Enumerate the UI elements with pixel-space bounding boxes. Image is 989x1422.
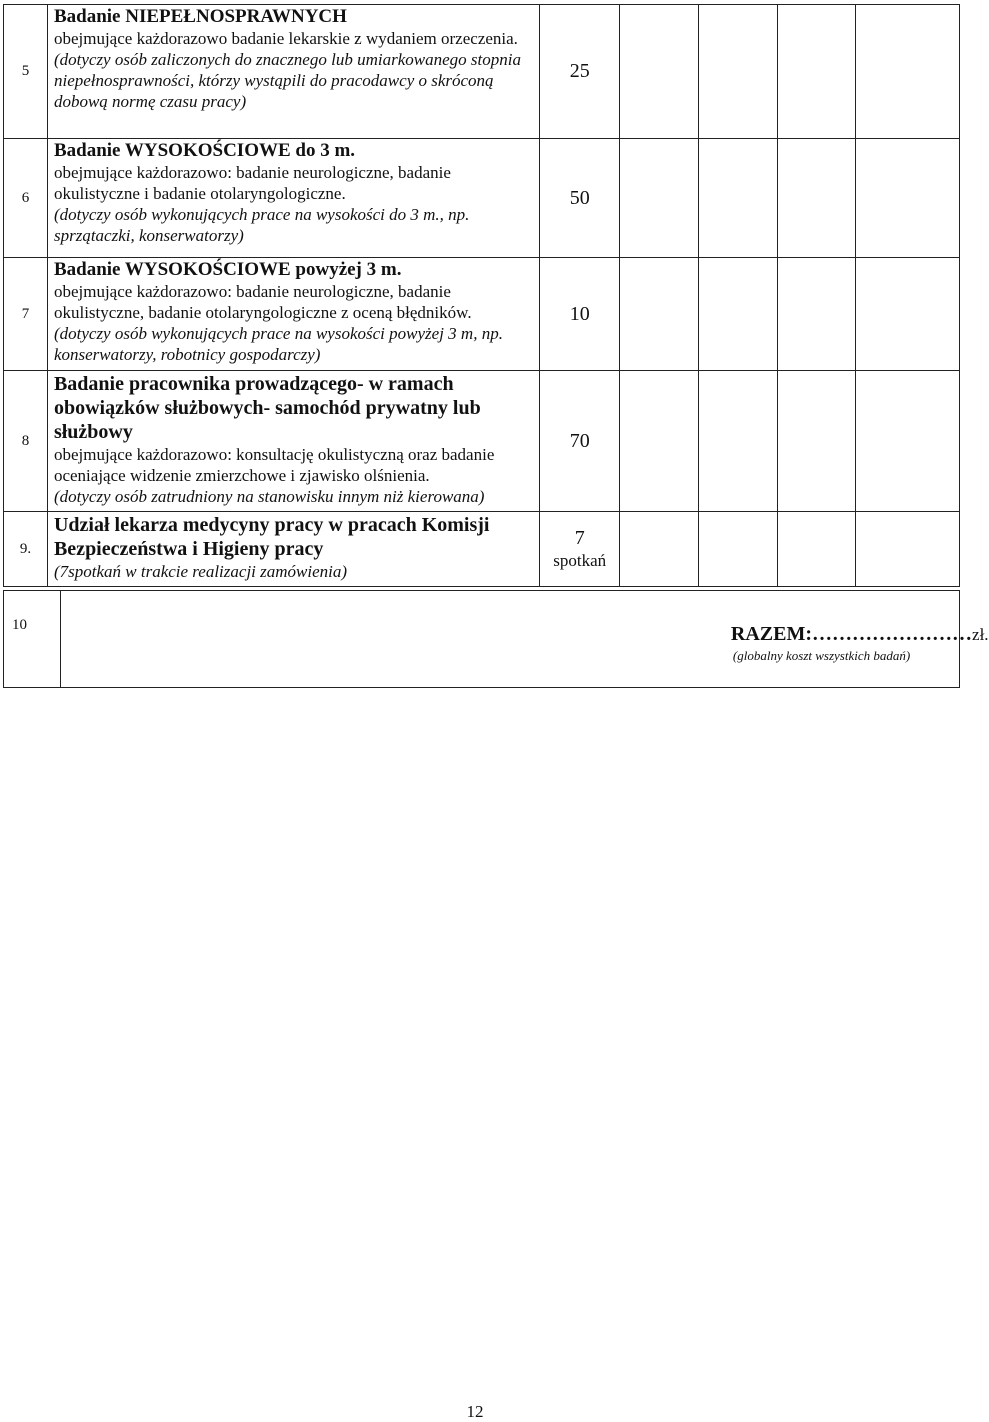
row-description	[47, 512, 539, 587]
empty-cell	[698, 371, 777, 512]
row-quantity: 70	[540, 371, 620, 512]
row-scope: obejmujące każdorazowo: badanie neurologiczne, badanie okulistyczne, badanie otolaryngologiczne z oceną błędników.	[53, 282, 472, 322]
row-scope: obejmujące każdorazowo: konsultację okulistyczną oraz badanie oceniające widzenie zmierzchowe i zjawisko olśnienia.	[53, 445, 495, 485]
row-number: 6	[4, 139, 48, 258]
empty-cell	[777, 139, 856, 258]
total-note: (globalny koszt wszystkich badań)	[732, 648, 911, 663]
row-note: (dotyczy osób wykonujących prace na wysokości do 3 m., np. sprzątaczki, konserwatorzy)	[53, 205, 470, 245]
table-row	[4, 512, 960, 587]
pricing-table	[3, 4, 960, 587]
empty-cell	[856, 139, 960, 258]
empty-cell	[620, 258, 699, 371]
row-number: 7	[4, 258, 48, 371]
empty-cell	[620, 5, 699, 139]
row-description	[47, 5, 539, 139]
summary-table	[3, 590, 989, 688]
empty-cell	[777, 371, 856, 512]
row-scope: obejmujące każdorazowo badanie lekarskie z wydaniem orzeczenia.	[53, 29, 518, 48]
summary-cell	[60, 591, 989, 688]
quantity-unit: spotkań	[553, 551, 607, 570]
empty-cell	[698, 5, 777, 139]
total-label	[731, 623, 989, 646]
empty-cell	[698, 258, 777, 371]
empty-cell	[777, 512, 856, 587]
row-title: Badanie WYSOKOŚCIOWE do 3 m.	[53, 140, 356, 161]
row-title: Badanie pracownika prowadzącego- w ramach obowiązków służbowych- samochód prywatny lub służbowy	[53, 373, 481, 443]
row-title: Badanie NIEPEŁNOSPRAWNYCH	[53, 6, 347, 27]
empty-cell	[620, 512, 699, 587]
empty-cell	[620, 371, 699, 512]
table-row	[4, 258, 960, 371]
empty-cell	[698, 139, 777, 258]
row-title: Badanie WYSOKOŚCIOWE powyżej 3 m.	[53, 259, 402, 280]
row-quantity	[540, 512, 620, 587]
row-note: (7spotkań w trakcie realizacji zamówienia)	[53, 562, 348, 581]
row-description	[47, 139, 539, 258]
row-quantity: 25	[540, 5, 620, 139]
row-note: (dotyczy osób zaliczonych do znacznego lub umiarkowanego stopnia niepełnosprawności, którzy wystąpili do pracodawcy o skróconą dobową normę czasu pracy)	[53, 50, 521, 111]
row-number: 5	[4, 5, 48, 139]
empty-cell	[856, 371, 960, 512]
row-note: (dotyczy osób wykonujących prace na wysokości powyżej 3 m, np. konserwatorzy, robotnicy gospodarczy)	[53, 324, 503, 364]
table-row	[4, 5, 960, 139]
row-number: 9.	[4, 512, 48, 587]
empty-cell	[856, 5, 960, 139]
currency-label: zł.	[972, 625, 989, 644]
summary-number: 10	[4, 591, 61, 688]
row-description	[47, 258, 539, 371]
empty-cell	[620, 139, 699, 258]
summary-row	[4, 591, 960, 688]
row-quantity: 10	[540, 258, 620, 371]
row-quantity: 50	[540, 139, 620, 258]
empty-cell	[856, 258, 960, 371]
quantity-value: 7	[574, 527, 585, 549]
empty-cell	[698, 512, 777, 587]
table-row	[4, 371, 960, 512]
page-number: 12	[466, 1402, 484, 1421]
row-note: (dotyczy osób zatrudniony na stanowisku innym niż kierowana)	[53, 487, 485, 506]
table-row	[4, 139, 960, 258]
row-title: Udział lekarza medycyny pracy w pracach Komisji Bezpieczeństwa i Higieny pracy	[53, 514, 490, 560]
row-number: 8	[4, 371, 48, 512]
empty-cell	[777, 5, 856, 139]
empty-cell	[777, 258, 856, 371]
row-description	[47, 371, 539, 512]
total-text: RAZEM:……………………	[730, 623, 973, 645]
row-scope: obejmujące każdorazowo: badanie neurologiczne, badanie okulistyczne i badanie otolaryngologiczne.	[53, 163, 451, 203]
empty-cell	[856, 512, 960, 587]
